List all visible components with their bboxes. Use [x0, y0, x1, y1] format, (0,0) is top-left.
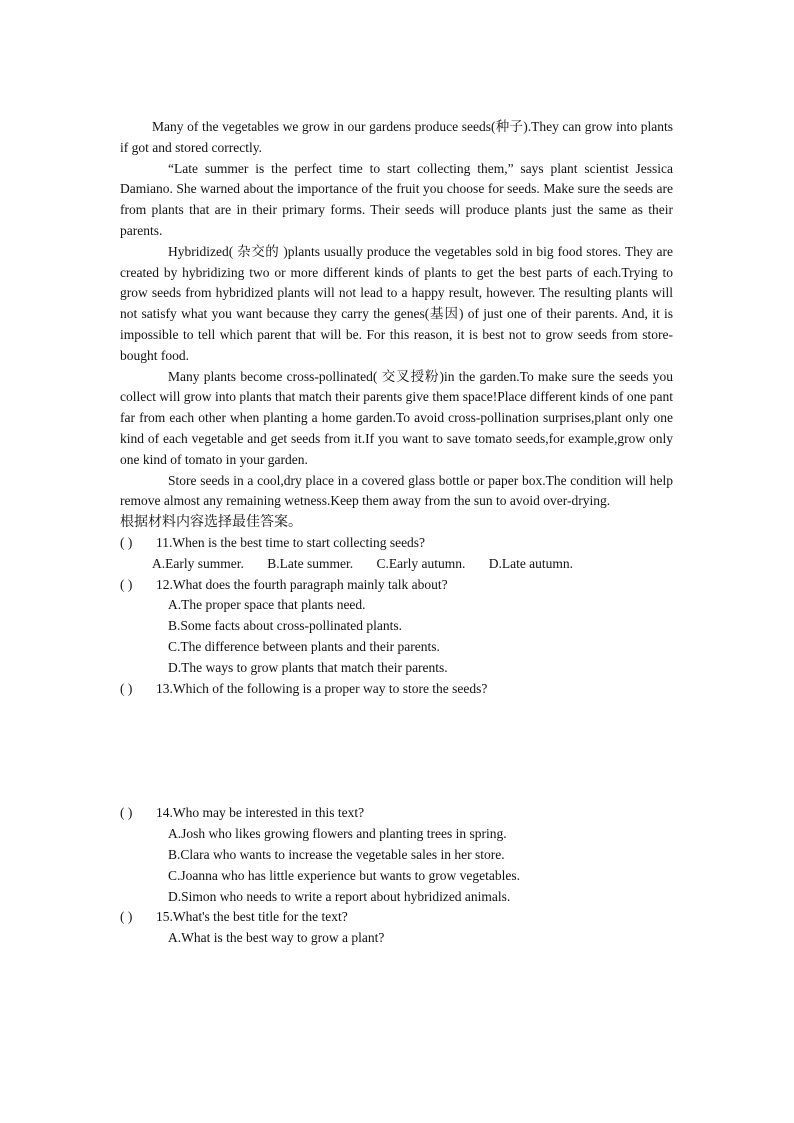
option-c: C.The difference between plants and their parents.: [168, 638, 440, 654]
option-b: B.Late summer.: [267, 555, 354, 571]
option-d: D.The ways to grow plants that match their parents.: [168, 659, 448, 675]
passage-paragraph-5: Store seeds in a cool,dry place in a covered glass bottle or paper box.The condition will help remove almost any remaining wetness.Keep them away from the sun to avoid over-drying.: [120, 472, 673, 509]
passage-paragraph-2: “Late summer is the perfect time to start collecting them,” says plant scientist Jessica Damiano. She warned about the importance of the fruit you choose for seeds. Make sure the seeds are from plants that are in their primary forms. Their seeds will produce plants just the same as their parents.: [120, 160, 673, 238]
question-stem: 11.When is the best time to start collecting seeds?: [156, 534, 426, 550]
option-a: A.Early summer.: [152, 555, 244, 571]
option-c: C.Joanna who has little experience but wants to grow vegetables.: [168, 867, 521, 883]
option-c: C.Early autumn.: [376, 555, 466, 571]
option-b: B.Some facts about cross-pollinated plants.: [168, 618, 402, 634]
question-stem: 12.What does the fourth paragraph mainly talk about?: [156, 576, 448, 592]
answer-blank[interactable]: ( ): [120, 576, 133, 592]
answer-blank[interactable]: ( ): [120, 805, 133, 821]
question-stem: 13.Which of the following is a proper way to store the seeds?: [156, 680, 488, 696]
option-a: A.The proper space that plants need.: [168, 597, 366, 613]
question-12: [120, 575, 673, 596]
question-stem: 15.What's the best title for the text?: [156, 909, 348, 925]
question-11: [120, 533, 673, 554]
option-d: D.Late autumn.: [488, 555, 574, 571]
blank-space: [120, 699, 673, 803]
instruction-text: 根据材料内容选择最佳答案。: [120, 514, 302, 531]
option-a: A.What is the best way to grow a plant?: [168, 930, 385, 946]
document-page: [120, 117, 673, 949]
passage-paragraph-4: Many plants become cross-pollinated( 交叉授粉)in the garden.To make sure the seeds you collect will grow into plants that match their parents give them space!Place different kinds of one pant far from each other when planting a home garden.To avoid cross-pollination surprises,plant only one kind of each vegetable and get seeds from it.If you want to save tomato seeds,for example,grow only one kind of tomato in your garden.: [120, 368, 673, 467]
answer-blank[interactable]: ( ): [120, 534, 133, 550]
question-13: [120, 679, 673, 700]
option-d: D.Simon who needs to write a report about hybridized animals.: [168, 888, 511, 904]
passage-paragraph-3: Hybridized( 杂交的 )plants usually produce the vegetables sold in big food stores. They are created by hybridizing two or more different kinds of plants to get the best parts of each.Trying to grow seeds from hybridized plants will not lead to a happy result, however. The resulting plants will not satisfy what you want because they carry the genes(基因) of just one of their parents. And, it is impossible to tell which parent that will be. For this reason, it is best not to grow seeds from store-bought food.: [120, 243, 673, 363]
passage-paragraph-1: Many of the vegetables we grow in our gardens produce seeds(种子).They can grow into plants if got and stored correctly.: [120, 119, 673, 155]
option-a: A.Josh who likes growing flowers and planting trees in spring.: [168, 826, 507, 842]
answer-blank[interactable]: ( ): [120, 909, 133, 925]
question-stem: 14.Who may be interested in this text?: [156, 805, 365, 821]
question-15: [120, 907, 673, 928]
question-14: [120, 803, 673, 824]
answer-blank[interactable]: ( ): [120, 680, 133, 696]
option-b: B.Clara who wants to increase the vegetable sales in her store.: [168, 846, 505, 862]
question-11-options: [120, 554, 673, 575]
